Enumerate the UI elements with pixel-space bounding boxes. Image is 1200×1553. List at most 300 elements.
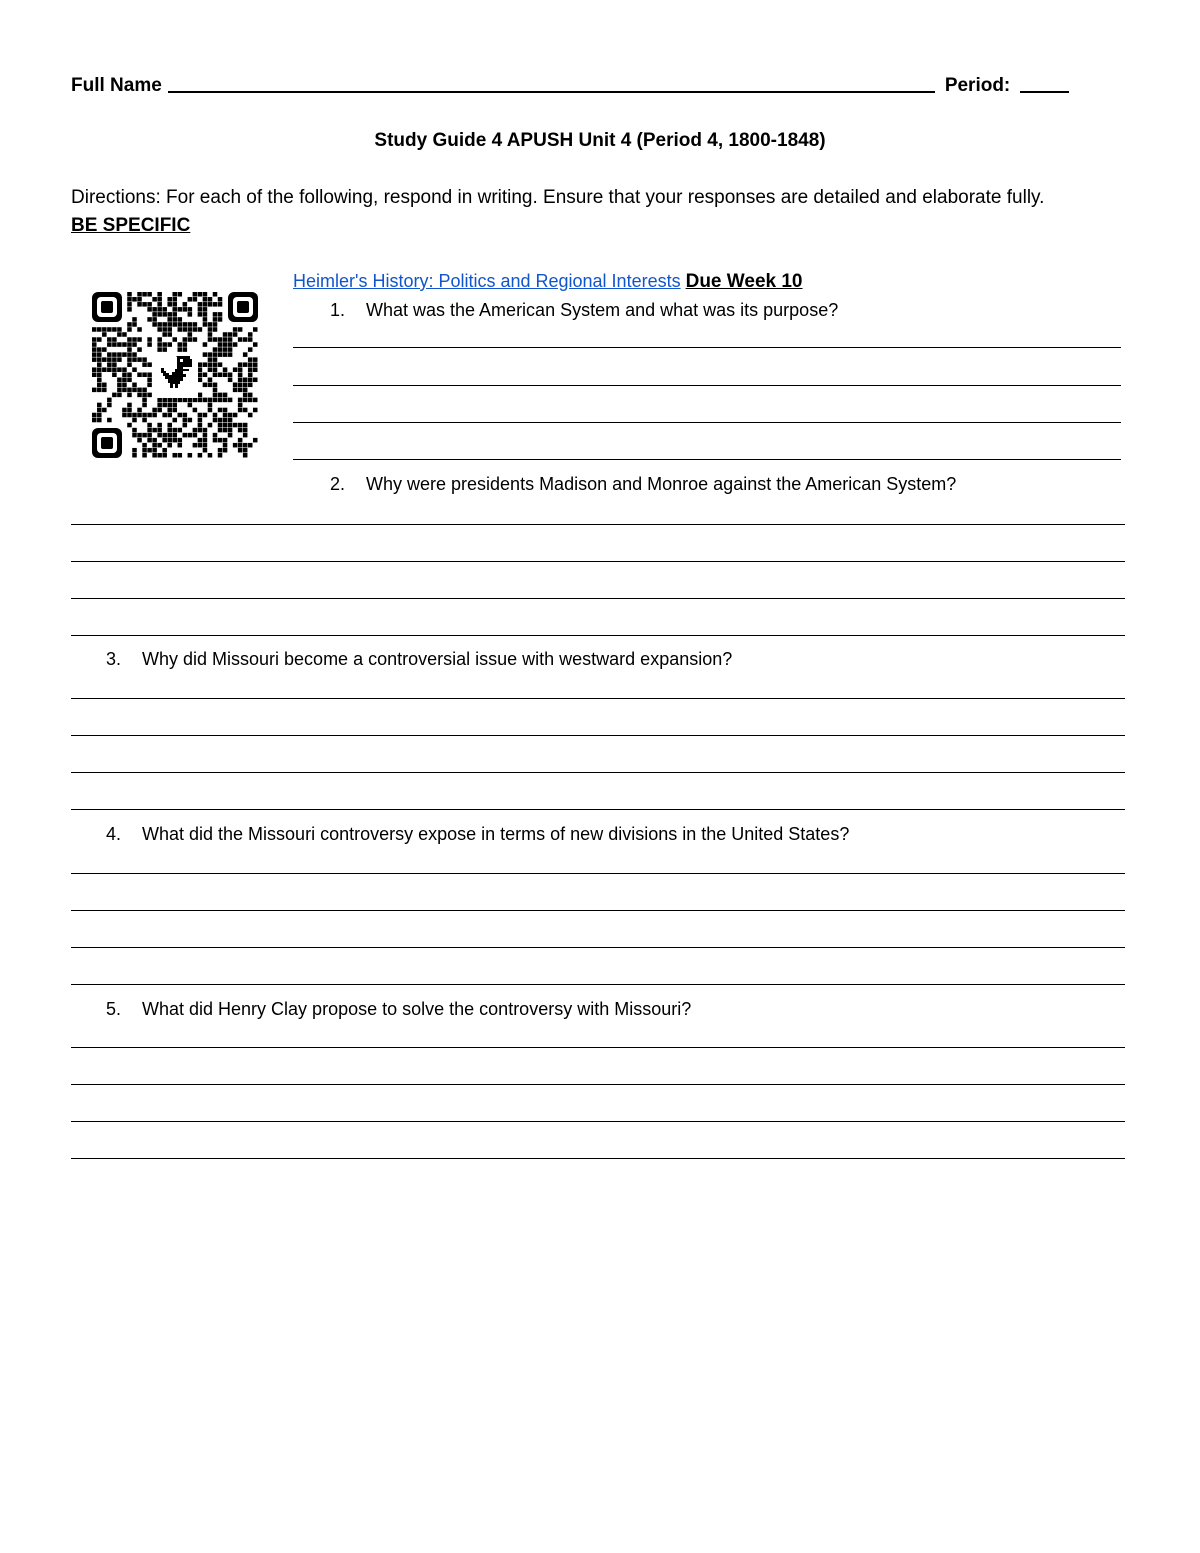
qr-module <box>172 317 177 322</box>
qr-module <box>132 337 137 342</box>
qr-module <box>243 443 248 448</box>
qr-module <box>147 413 152 418</box>
qr-module <box>167 408 172 413</box>
qr-module <box>127 403 132 408</box>
qr-module <box>188 327 193 332</box>
qr-module <box>147 383 152 388</box>
qr-module <box>223 332 228 337</box>
qr-module <box>203 297 208 302</box>
qr-module <box>223 367 228 372</box>
qr-module <box>107 357 112 362</box>
qr-module <box>102 367 107 372</box>
qr-module <box>162 403 167 408</box>
qr-module <box>107 403 112 408</box>
qr-module <box>208 408 213 413</box>
qr-module <box>142 398 147 403</box>
qr-module <box>193 337 198 342</box>
qr-module <box>248 367 253 372</box>
qr-module <box>132 453 137 458</box>
qr-module <box>188 322 193 327</box>
qr-module <box>122 332 127 337</box>
qr-module <box>142 393 147 398</box>
qr-module <box>253 342 258 347</box>
qr-module <box>223 352 228 357</box>
qr-module <box>243 428 248 433</box>
qr-module <box>92 347 97 352</box>
qr-module <box>167 312 172 317</box>
qr-module <box>92 357 97 362</box>
qr-module <box>172 307 177 312</box>
qr-module <box>213 393 218 398</box>
qr-module <box>198 362 203 367</box>
qr-module <box>172 418 177 423</box>
qr-module <box>117 367 122 372</box>
qr-module <box>213 438 218 443</box>
qr-module <box>152 413 157 418</box>
qr-module <box>122 388 127 393</box>
qr-module <box>172 322 177 327</box>
question-number: 4. <box>106 824 122 844</box>
qr-module <box>223 448 228 453</box>
qr-module <box>198 393 203 398</box>
qr-module <box>157 337 162 342</box>
qr-module <box>243 448 248 453</box>
full-name-blank[interactable] <box>168 91 935 93</box>
answer-line-5-2[interactable] <box>71 1084 1125 1085</box>
qr-module <box>198 398 203 403</box>
qr-module <box>233 383 238 388</box>
name-period-row <box>71 71 1101 97</box>
answer-line-1-3[interactable] <box>293 422 1121 423</box>
qr-module <box>167 433 172 438</box>
qr-module <box>218 347 223 352</box>
qr-module <box>117 357 122 362</box>
heimler-history-link[interactable]: Heimler's History: Politics and Regional Interests <box>293 271 681 291</box>
qr-module <box>172 408 177 413</box>
qr-module <box>167 403 172 408</box>
qr-module <box>238 337 243 342</box>
qr-module <box>97 408 102 413</box>
qr-module <box>218 428 223 433</box>
qr-module <box>97 362 102 367</box>
qr-module <box>228 433 233 438</box>
full-name-label: Full Name <box>71 75 162 96</box>
qr-module <box>162 307 167 312</box>
qr-finder-top-left <box>92 292 122 322</box>
qr-module <box>238 448 243 453</box>
qr-module <box>132 388 137 393</box>
answer-line-3-1[interactable] <box>71 698 1125 699</box>
question-number: 1. <box>330 300 346 320</box>
qr-module <box>127 372 132 377</box>
qr-module <box>213 367 218 372</box>
qr-module <box>107 327 112 332</box>
qr-module <box>127 413 132 418</box>
qr-module <box>238 378 243 383</box>
qr-module <box>127 357 132 362</box>
qr-module <box>243 378 248 383</box>
answer-line-3-3[interactable] <box>71 772 1125 773</box>
qr-module <box>132 433 137 438</box>
qr-module <box>208 453 213 458</box>
answer-line-2-2[interactable] <box>71 561 1125 562</box>
qr-module <box>117 342 122 347</box>
qr-module <box>127 378 132 383</box>
qr-module <box>238 443 243 448</box>
qr-module <box>162 453 167 458</box>
qr-module <box>248 393 253 398</box>
qr-module <box>137 413 142 418</box>
question-text: What did Henry Clay propose to solve the controversy with Missouri? <box>142 999 692 1019</box>
qr-module <box>142 362 147 367</box>
qr-module <box>142 403 147 408</box>
answer-line-3-2[interactable] <box>71 735 1125 736</box>
qr-module <box>198 428 203 433</box>
question-number: 3. <box>106 649 122 669</box>
qr-module <box>132 428 137 433</box>
qr-module <box>137 433 142 438</box>
qr-module <box>127 337 132 342</box>
qr-module <box>102 327 107 332</box>
qr-module <box>183 418 188 423</box>
qr-module <box>122 413 127 418</box>
qr-module <box>92 352 97 357</box>
qr-module <box>253 367 258 372</box>
qr-module <box>233 342 238 347</box>
qr-module <box>172 297 177 302</box>
qr-module <box>228 413 233 418</box>
qr-module <box>157 433 162 438</box>
qr-module <box>107 362 112 367</box>
qr-module <box>152 453 157 458</box>
qr-module <box>198 453 203 458</box>
qr-module <box>147 317 152 322</box>
qr-module <box>228 398 233 403</box>
qr-module <box>203 413 208 418</box>
qr-module <box>152 297 157 302</box>
qr-module <box>218 352 223 357</box>
qr-module <box>183 398 188 403</box>
qr-module <box>142 357 147 362</box>
qr-module <box>213 322 218 327</box>
qr-module <box>223 443 228 448</box>
question-2 <box>330 474 956 495</box>
qr-module <box>97 383 102 388</box>
qr-module <box>223 418 228 423</box>
qr-module <box>228 337 233 342</box>
qr-module <box>178 317 183 322</box>
answer-line-4-4[interactable] <box>71 984 1125 985</box>
qr-module <box>92 418 97 423</box>
qr-module <box>157 307 162 312</box>
qr-module <box>208 322 213 327</box>
qr-module <box>193 398 198 403</box>
qr-module <box>248 362 253 367</box>
qr-module <box>178 342 183 347</box>
qr-module <box>157 428 162 433</box>
qr-module <box>157 453 162 458</box>
qr-module <box>248 332 253 337</box>
answer-line-2-1[interactable] <box>71 524 1125 525</box>
qr-module <box>157 443 162 448</box>
qr-finder-top-right <box>228 292 258 322</box>
qr-module <box>203 428 208 433</box>
qr-module <box>127 423 132 428</box>
qr-module <box>132 322 137 327</box>
qr-module <box>198 423 203 428</box>
qr-module <box>137 292 142 297</box>
qr-module <box>203 292 208 297</box>
qr-module <box>112 337 117 342</box>
qr-module <box>102 388 107 393</box>
qr-module <box>97 378 102 383</box>
qr-module <box>152 317 157 322</box>
qr-module <box>178 347 183 352</box>
qr-module <box>132 448 137 453</box>
qr-module <box>142 413 147 418</box>
qr-module <box>223 342 228 347</box>
qr-module <box>117 388 122 393</box>
qr-module <box>172 453 177 458</box>
qr-module <box>162 312 167 317</box>
page-title: Study Guide 4 APUSH Unit 4 (Period 4, 1800-1848) <box>374 130 826 151</box>
qr-module <box>117 327 122 332</box>
qr-module <box>208 357 213 362</box>
qr-module <box>97 357 102 362</box>
qr-module <box>188 312 193 317</box>
qr-module <box>243 337 248 342</box>
qr-module <box>198 438 203 443</box>
qr-module <box>157 302 162 307</box>
answer-line-2-4[interactable] <box>71 635 1125 636</box>
qr-module <box>208 352 213 357</box>
qr-module <box>183 327 188 332</box>
qr-module <box>178 413 183 418</box>
qr-module <box>193 327 198 332</box>
qr-module <box>178 322 183 327</box>
answer-line-1-4[interactable] <box>293 459 1121 460</box>
qr-module <box>178 327 183 332</box>
qr-module <box>253 327 258 332</box>
qr-module <box>152 312 157 317</box>
directions-emphasis: BE SPECIFIC <box>71 215 191 236</box>
due-date: Due Week 10 <box>685 271 803 292</box>
qr-module <box>213 292 218 297</box>
qr-module <box>203 383 208 388</box>
qr-module <box>238 403 243 408</box>
qr-module <box>248 413 253 418</box>
qr-module <box>223 423 228 428</box>
answer-line-5-3[interactable] <box>71 1121 1125 1122</box>
qr-module <box>132 418 137 423</box>
qr-module <box>147 428 152 433</box>
qr-module <box>167 413 172 418</box>
answer-line-4-2[interactable] <box>71 910 1125 911</box>
qr-module <box>188 337 193 342</box>
qr-module <box>203 302 208 307</box>
qr-module <box>147 433 152 438</box>
qr-module <box>183 337 188 342</box>
answer-line-4-1[interactable] <box>71 873 1125 874</box>
qr-module <box>142 372 147 377</box>
qr-module <box>137 302 142 307</box>
qr-module <box>92 327 97 332</box>
qr-module <box>188 307 193 312</box>
qr-module <box>107 352 112 357</box>
qr-module <box>127 322 132 327</box>
qr-module <box>157 327 162 332</box>
qr-module <box>137 372 142 377</box>
qr-module <box>142 292 147 297</box>
qr-module <box>97 352 102 357</box>
qr-module <box>167 322 172 327</box>
answer-line-5-4[interactable] <box>71 1158 1125 1159</box>
qr-module <box>157 312 162 317</box>
qr-module <box>243 352 248 357</box>
qr-module <box>218 398 223 403</box>
qr-module <box>193 322 198 327</box>
qr-module <box>112 352 117 357</box>
qr-module <box>152 428 157 433</box>
answer-line-1-2[interactable] <box>293 385 1121 386</box>
qr-module <box>218 337 223 342</box>
answer-line-4-3[interactable] <box>71 947 1125 948</box>
qr-code-icon[interactable] <box>90 290 260 460</box>
qr-module <box>223 428 228 433</box>
qr-module <box>142 418 147 423</box>
answer-line-5-1[interactable] <box>71 1047 1125 1048</box>
qr-module <box>167 342 172 347</box>
qr-module <box>218 418 223 423</box>
qr-module <box>213 398 218 403</box>
qr-module <box>127 408 132 413</box>
qr-module <box>223 372 228 377</box>
qr-module <box>248 372 253 377</box>
qr-module <box>243 383 248 388</box>
qr-module <box>223 347 228 352</box>
qr-module <box>178 453 183 458</box>
qr-module <box>248 347 253 352</box>
qr-module <box>243 453 248 458</box>
qr-module <box>112 362 117 367</box>
qr-module <box>243 393 248 398</box>
qr-module <box>203 448 208 453</box>
qr-module <box>142 453 147 458</box>
qr-module <box>137 357 142 362</box>
answer-line-2-3[interactable] <box>71 598 1125 599</box>
qr-module <box>167 297 172 302</box>
qr-module <box>147 393 152 398</box>
answer-line-3-4[interactable] <box>71 809 1125 810</box>
qr-module <box>198 443 203 448</box>
period-label: Period: <box>944 75 1011 96</box>
qr-module <box>183 413 188 418</box>
qr-module <box>107 367 112 372</box>
qr-module <box>178 438 183 443</box>
qr-module <box>137 438 142 443</box>
question-5 <box>106 999 691 1020</box>
qr-module <box>178 428 183 433</box>
qr-module <box>112 367 117 372</box>
qr-module <box>203 342 208 347</box>
qr-module <box>107 337 112 342</box>
qr-module <box>132 352 137 357</box>
qr-module <box>147 423 152 428</box>
qr-module <box>122 408 127 413</box>
qr-module <box>107 342 112 347</box>
qr-module <box>172 398 177 403</box>
qr-module <box>188 297 193 302</box>
qr-module <box>218 372 223 377</box>
qr-module <box>147 307 152 312</box>
qr-module <box>92 372 97 377</box>
qr-module <box>167 317 172 322</box>
qr-module <box>238 438 243 443</box>
qr-module <box>203 438 208 443</box>
qr-module <box>112 327 117 332</box>
qr-module <box>112 357 117 362</box>
qr-module <box>193 297 198 302</box>
qr-module <box>228 423 233 428</box>
directions <box>71 184 1071 240</box>
qr-module <box>183 322 188 327</box>
qr-module <box>208 327 213 332</box>
qr-module <box>147 337 152 342</box>
qr-module <box>152 448 157 453</box>
qr-module <box>147 302 152 307</box>
qr-module <box>238 398 243 403</box>
qr-module <box>213 383 218 388</box>
qr-module <box>132 317 137 322</box>
qr-module <box>117 332 122 337</box>
qr-module <box>102 332 107 337</box>
qr-module <box>203 443 208 448</box>
qr-module <box>223 393 228 398</box>
qr-module <box>137 347 142 352</box>
qr-module <box>253 438 258 443</box>
qr-module <box>248 378 253 383</box>
period-blank[interactable] <box>1020 91 1069 93</box>
qr-module <box>218 362 223 367</box>
qr-module <box>243 398 248 403</box>
qr-module <box>122 378 127 383</box>
answer-line-1-1[interactable] <box>293 347 1121 348</box>
qr-module <box>238 383 243 388</box>
dinosaur-icon <box>152 352 198 398</box>
qr-module <box>157 322 162 327</box>
qr-module <box>122 383 127 388</box>
qr-module <box>162 398 167 403</box>
question-text: Why were presidents Madison and Monroe against the American System? <box>366 474 957 494</box>
qr-module <box>137 337 142 342</box>
qr-module <box>218 302 223 307</box>
qr-module <box>92 337 97 342</box>
qr-module <box>198 307 203 312</box>
question-4 <box>106 824 849 845</box>
qr-module <box>147 448 152 453</box>
qr-module <box>92 413 97 418</box>
qr-module <box>157 347 162 352</box>
qr-module <box>218 408 223 413</box>
question-text: What was the American System and what was its purpose? <box>366 300 839 320</box>
qr-module <box>218 393 223 398</box>
qr-module <box>193 428 198 433</box>
qr-module <box>127 302 132 307</box>
qr-module <box>127 292 132 297</box>
qr-module <box>248 398 253 403</box>
qr-module <box>213 312 218 317</box>
qr-module <box>157 292 162 297</box>
